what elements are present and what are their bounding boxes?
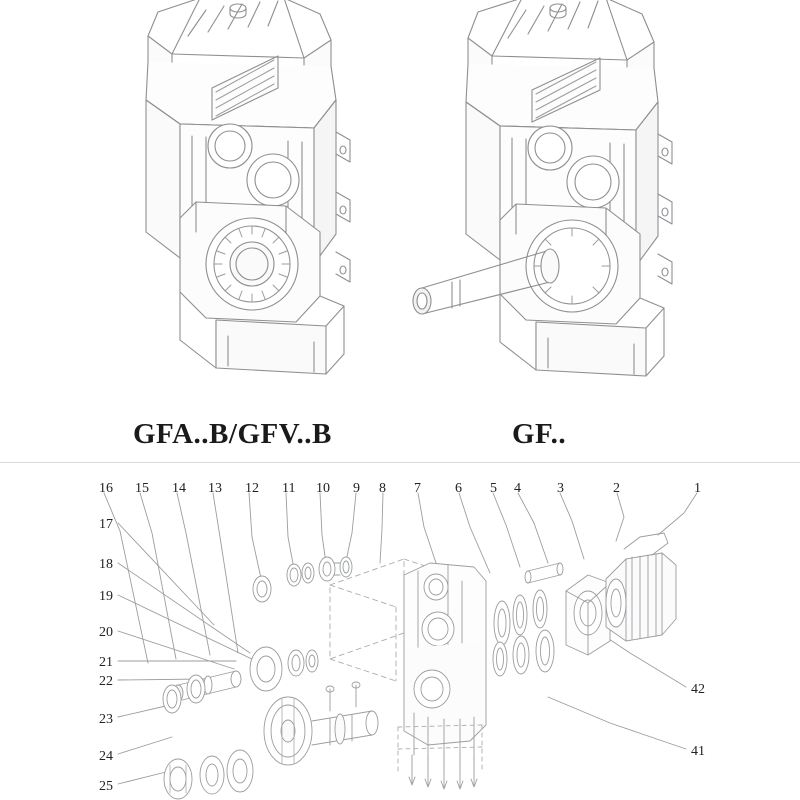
callout-16: 16 [99,481,113,496]
callout-10: 10 [316,481,330,496]
callout-6: 6 [455,481,462,496]
callout-1: 1 [694,481,701,496]
callout-25: 25 [99,779,113,794]
exploded-view-section [0,463,800,800]
exploded-parts-diagram [0,463,800,800]
callout-11: 11 [282,481,296,496]
callout-13: 13 [208,481,222,496]
callout-20: 20 [99,625,113,640]
callout-2: 2 [613,481,620,496]
callout-18: 18 [99,557,113,572]
callout-19: 19 [99,589,113,604]
callout-15: 15 [135,481,149,496]
callout-24: 24 [99,749,113,764]
gearbox-isometric-left-drawing [88,0,378,396]
callout-41: 41 [691,744,705,759]
callout-5: 5 [490,481,497,496]
callout-7: 7 [414,481,421,496]
caption-gf: GF.. [512,418,567,450]
caption-gfab-gfvb: GFA..B/GFV..B [133,418,332,450]
callout-4: 4 [514,481,521,496]
callout-42: 42 [691,682,705,697]
callout-12: 12 [245,481,259,496]
gearbox-isometric-right-drawing [400,0,710,398]
callout-8: 8 [379,481,386,496]
callout-14: 14 [172,481,186,496]
callout-17: 17 [99,517,113,532]
callout-9: 9 [353,481,360,496]
callout-22: 22 [99,674,113,689]
callout-23: 23 [99,712,113,727]
callout-3: 3 [557,481,564,496]
callout-21: 21 [99,655,113,670]
